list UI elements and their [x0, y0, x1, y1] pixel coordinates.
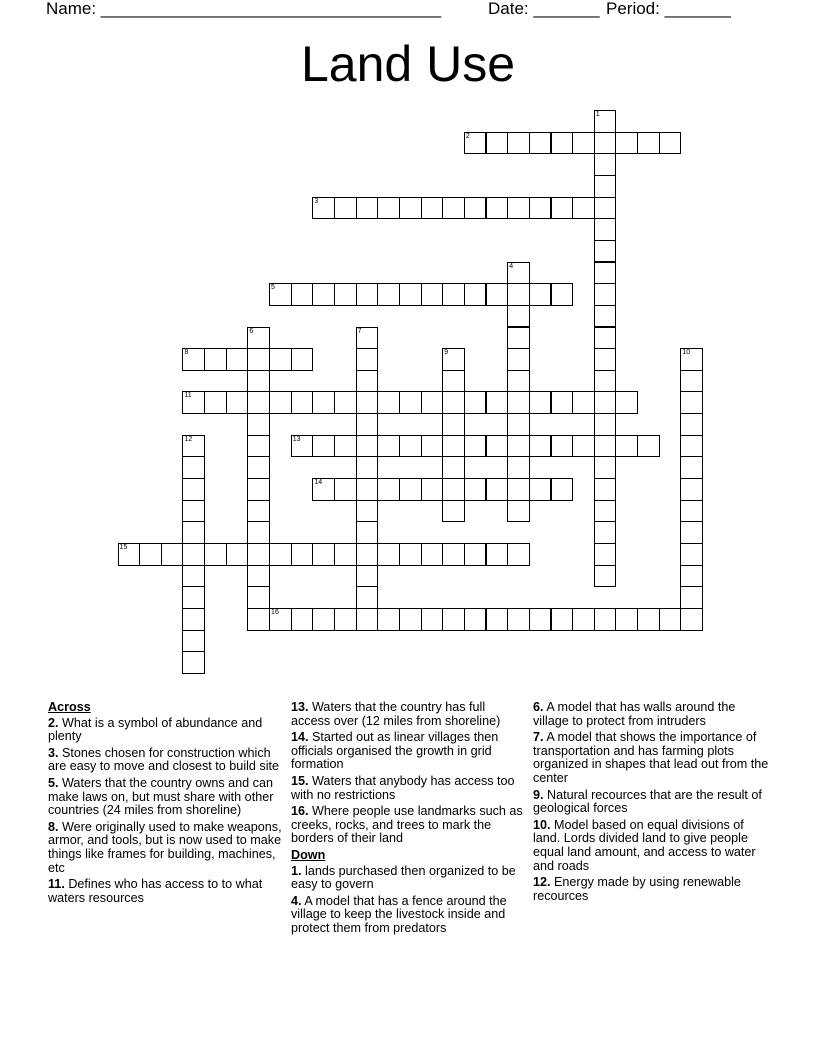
crossword-cell[interactable] — [594, 175, 617, 198]
crossword-cell[interactable] — [464, 132, 487, 155]
crossword-cell[interactable] — [529, 132, 552, 155]
crossword-cell[interactable] — [421, 197, 444, 220]
crossword-cell[interactable] — [680, 543, 703, 566]
crossword-cell[interactable] — [312, 435, 335, 458]
crossword-cell[interactable] — [182, 521, 205, 544]
crossword-cell[interactable] — [486, 608, 509, 631]
crossword-cell[interactable] — [118, 543, 141, 566]
page-title: Land Use — [300, 36, 516, 92]
crossword-cell[interactable] — [377, 608, 400, 631]
across-clue — [48, 821, 284, 875]
crossword-cell[interactable] — [247, 327, 270, 350]
across-clue — [48, 777, 284, 818]
across-clue — [291, 731, 527, 772]
crossword-cell[interactable] — [139, 543, 162, 566]
clue-number-label: 15 — [119, 544, 128, 551]
crossword-cell[interactable] — [615, 391, 638, 414]
crossword-cell[interactable] — [486, 391, 509, 414]
across-clue — [48, 878, 284, 905]
crossword-cell[interactable] — [377, 435, 400, 458]
crossword-cell[interactable] — [377, 391, 400, 414]
crossword-cell[interactable] — [312, 543, 335, 566]
crossword-cell[interactable] — [421, 283, 444, 306]
crossword-cell[interactable] — [680, 478, 703, 501]
clue-number-label: 14 — [314, 479, 323, 487]
clue-text: Where people use landmarks such as creeks, rocks, and trees to mark the borders of their land — [291, 804, 523, 846]
down-clue — [533, 701, 771, 728]
crossword-cell[interactable] — [334, 478, 357, 501]
clue-number-label: 12 — [184, 435, 193, 443]
clue-text: Were originally used to make weapons, armor, and tools, but is now used to make things like frames for building, machines, etc — [48, 819, 282, 875]
crossword-cell[interactable] — [486, 132, 509, 155]
clue-number-label: 7 — [357, 327, 362, 335]
crossword-cell[interactable] — [356, 565, 379, 588]
crossword-cell[interactable] — [247, 521, 270, 544]
crossword-cell[interactable] — [594, 218, 617, 241]
crossword-cell[interactable] — [399, 435, 422, 458]
crossword-cell[interactable] — [269, 348, 292, 371]
crossword-cell[interactable] — [247, 478, 270, 501]
clue-text: What is a symbol of abundance and plenty — [48, 715, 263, 744]
crossword-cell[interactable] — [247, 500, 270, 523]
crossword-cell[interactable] — [551, 608, 574, 631]
down-clue — [533, 819, 771, 873]
down-clue — [533, 876, 771, 903]
crossword-cell[interactable] — [680, 413, 703, 436]
crossword-cell[interactable] — [529, 608, 552, 631]
down-clue — [533, 789, 771, 816]
crossword-cell[interactable] — [594, 110, 617, 133]
clue-number: 9. — [533, 787, 544, 802]
crossword-cell[interactable] — [442, 478, 465, 501]
crossword-cell[interactable] — [442, 197, 465, 220]
crossword-cell[interactable] — [507, 348, 530, 371]
crossword-cell[interactable] — [507, 543, 530, 566]
crossword-cell[interactable] — [464, 197, 487, 220]
down-clue — [291, 865, 527, 892]
crossword-cell[interactable] — [269, 391, 292, 414]
clue-text: Started out as linear villages then officials organised the growth in grid formation — [291, 730, 499, 772]
crossword-cell[interactable] — [182, 435, 205, 458]
crossword-cell[interactable] — [637, 435, 660, 458]
crossword-cell[interactable] — [226, 348, 249, 371]
crossword-cell[interactable] — [680, 521, 703, 544]
crossword-cell[interactable] — [182, 651, 205, 674]
clue-number: 4. — [291, 893, 302, 908]
crossword-cell[interactable] — [399, 478, 422, 501]
crossword-cell[interactable] — [680, 565, 703, 588]
crossword-cell[interactable] — [442, 348, 465, 371]
crossword-cell[interactable] — [356, 478, 379, 501]
crossword-cell[interactable] — [291, 348, 314, 371]
clue-number: 10. — [533, 817, 551, 832]
crossword-cell[interactable] — [594, 456, 617, 479]
crossword-cell[interactable] — [442, 413, 465, 436]
crossword-cell[interactable] — [399, 608, 422, 631]
crossword-cell[interactable] — [356, 500, 379, 523]
crossword-cell[interactable] — [659, 608, 682, 631]
clue-text: A model that has a fence around the village to keep the livestock inside and protect them from predators — [291, 893, 507, 935]
crossword-cell[interactable] — [269, 543, 292, 566]
crossword-cell[interactable] — [680, 370, 703, 393]
down-clue — [291, 895, 527, 936]
across-clue — [291, 805, 527, 846]
crossword-cell[interactable] — [291, 283, 314, 306]
crossword-cell[interactable] — [356, 543, 379, 566]
crossword-cell[interactable] — [594, 608, 617, 631]
crossword-cell[interactable] — [551, 478, 574, 501]
clue-text: Stones chosen for construction which are easy to move and closest to build site — [48, 745, 280, 774]
crossword-cell[interactable] — [421, 435, 444, 458]
crossword-cell[interactable] — [356, 391, 379, 414]
crossword-cell[interactable] — [182, 456, 205, 479]
crossword-cell[interactable] — [486, 283, 509, 306]
crossword-cell[interactable] — [464, 391, 487, 414]
across-clue — [48, 717, 284, 744]
crossword-cell[interactable] — [594, 478, 617, 501]
clue-number-label: 6 — [249, 327, 254, 335]
crossword-cell[interactable] — [356, 283, 379, 306]
clue-number: 15. — [291, 773, 309, 788]
crossword-cell[interactable] — [399, 543, 422, 566]
crossword-cell[interactable] — [247, 543, 270, 566]
clue-text: A model that has walls around the village to protect from intruders — [533, 700, 736, 728]
clue-number-label: 1 — [595, 111, 600, 118]
clues-column-1 — [48, 701, 284, 908]
crossword-cell[interactable] — [551, 197, 574, 220]
crossword-cell[interactable] — [312, 478, 335, 501]
clues-column-3 — [533, 701, 771, 906]
clue-text: Defines who has access to to what waters resources — [48, 877, 263, 905]
clue-number-label: 10 — [682, 349, 691, 357]
crossword-cell[interactable] — [615, 608, 638, 631]
crossword-cell[interactable] — [486, 197, 509, 220]
clue-number-label: 16 — [271, 608, 279, 616]
down-heading: Down — [291, 847, 326, 862]
clue-number: 16. — [291, 804, 309, 819]
crossword-cell[interactable] — [356, 197, 379, 220]
crossword-cell[interactable] — [594, 435, 617, 458]
crossword-cell[interactable] — [486, 543, 509, 566]
crossword-cell[interactable] — [551, 391, 574, 414]
crossword-cell[interactable] — [572, 435, 595, 458]
crossword-cell[interactable] — [291, 543, 314, 566]
crossword-cell[interactable] — [507, 132, 530, 155]
crossword-cell[interactable] — [507, 370, 530, 393]
crossword-cell[interactable] — [529, 197, 552, 220]
crossword-cell[interactable] — [334, 543, 357, 566]
crossword-cell[interactable] — [594, 327, 617, 350]
across-clue — [291, 701, 527, 728]
crossword-cell[interactable] — [551, 283, 574, 306]
name-field[interactable]: Name: ____________________________________ — [46, 0, 442, 18]
crossword-cell[interactable] — [594, 413, 617, 436]
crossword-cell[interactable] — [680, 391, 703, 414]
crossword-cell[interactable] — [594, 153, 617, 176]
date-field[interactable]: Date: _______ — [488, 0, 600, 18]
crossword-cell[interactable] — [334, 391, 357, 414]
crossword-cell[interactable] — [182, 543, 205, 566]
crossword-cell[interactable] — [572, 197, 595, 220]
crossword-cell[interactable] — [312, 197, 335, 220]
clue-text: Model based on equal divisions of land. Lords divided land to give people equal land amount, and access to water and roads — [533, 817, 756, 873]
crossword-cell[interactable] — [507, 413, 530, 436]
across-clue — [48, 747, 284, 774]
clue-number-label: 13 — [292, 435, 301, 443]
crossword-cell[interactable] — [680, 586, 703, 609]
crossword-cell[interactable] — [637, 132, 660, 155]
crossword-cell[interactable] — [507, 327, 530, 350]
clue-number: 5. — [48, 775, 59, 790]
crossword-cell[interactable] — [377, 283, 400, 306]
crossword-cell[interactable] — [594, 370, 617, 393]
crossword-cell[interactable] — [291, 435, 314, 458]
crossword-cell[interactable] — [442, 456, 465, 479]
crossword-cell[interactable] — [680, 456, 703, 479]
crossword-cell[interactable] — [680, 608, 703, 631]
crossword-cell[interactable] — [269, 283, 292, 306]
crossword-cell[interactable] — [551, 435, 574, 458]
crossword-cell[interactable] — [247, 348, 270, 371]
clue-number-label: 4 — [509, 262, 514, 270]
crossword-cell[interactable] — [247, 391, 270, 414]
clue-number: 8. — [48, 819, 59, 834]
crossword-cell[interactable] — [247, 586, 270, 609]
crossword-cell[interactable] — [334, 435, 357, 458]
crossword-cell[interactable] — [421, 543, 444, 566]
crossword-cell[interactable] — [529, 478, 552, 501]
clue-text: Waters that the country owns and can make laws on, but must share with other countries (24 miles from shoreline) — [48, 775, 274, 818]
clue-number: 3. — [48, 745, 59, 760]
clue-number: 14. — [291, 730, 309, 745]
clue-text: lands purchased then organized to be easy to govern — [291, 863, 516, 892]
clue-number: 7. — [533, 730, 544, 745]
crossword-cell[interactable] — [551, 132, 574, 155]
clue-number: 1. — [291, 863, 302, 878]
crossword-cell[interactable] — [204, 348, 227, 371]
crossword-cell[interactable] — [182, 391, 205, 414]
clue-text: Waters that the country has full access over (12 miles from shoreline) — [291, 700, 501, 728]
clue-text: A model that shows the importance of transportation and has farming plots organized in shapes that lead out from the center — [533, 730, 769, 785]
crossword-cell[interactable] — [507, 305, 530, 328]
crossword-cell[interactable] — [356, 370, 379, 393]
crossword-cell[interactable] — [594, 348, 617, 371]
crossword-cell[interactable] — [615, 132, 638, 155]
crossword-cell[interactable] — [507, 197, 530, 220]
crossword-cell[interactable] — [507, 608, 530, 631]
clue-text: Waters that anybody has access too with no restrictions — [291, 773, 515, 802]
crossword-cell[interactable] — [226, 543, 249, 566]
crossword-cell[interactable] — [356, 608, 379, 631]
clue-number: 6. — [533, 700, 544, 714]
crossword-cell[interactable] — [615, 435, 638, 458]
crossword-cell[interactable] — [464, 435, 487, 458]
crossword-cell[interactable] — [334, 283, 357, 306]
crossword-cell[interactable] — [291, 608, 314, 631]
crossword-cell[interactable] — [377, 478, 400, 501]
crossword-cell[interactable] — [442, 435, 465, 458]
crossword-cell[interactable] — [247, 370, 270, 393]
crossword-cell[interactable] — [312, 283, 335, 306]
crossword-cell[interactable] — [507, 500, 530, 523]
crossword-cell[interactable] — [594, 500, 617, 523]
crossword-cell[interactable] — [594, 543, 617, 566]
crossword-cell[interactable] — [442, 543, 465, 566]
crossword-cell[interactable] — [356, 413, 379, 436]
clue-number-label: 3 — [314, 197, 319, 205]
crossword-cell[interactable] — [637, 608, 660, 631]
crossword-cell[interactable] — [680, 500, 703, 523]
crossword-cell[interactable] — [291, 391, 314, 414]
crossword-cell[interactable] — [399, 391, 422, 414]
crossword-cell[interactable] — [182, 586, 205, 609]
crossword-cell[interactable] — [659, 132, 682, 155]
crossword-cell[interactable] — [421, 391, 444, 414]
clue-number-label: 11 — [184, 392, 192, 400]
crossword-cell[interactable] — [182, 565, 205, 588]
crossword-cell[interactable] — [356, 348, 379, 371]
crossword-cell[interactable] — [442, 608, 465, 631]
crossword-cell[interactable] — [486, 478, 509, 501]
crossword-cell[interactable] — [247, 435, 270, 458]
crossword-cell[interactable] — [529, 391, 552, 414]
crossword-cell[interactable] — [182, 478, 205, 501]
crossword-cell[interactable] — [594, 197, 617, 220]
period-field[interactable]: Period: _______ — [606, 0, 731, 18]
crossword-cell[interactable] — [464, 608, 487, 631]
crossword-cell[interactable] — [507, 478, 530, 501]
crossword-cell[interactable] — [182, 608, 205, 631]
clue-number-label: 9 — [444, 349, 449, 357]
crossword-cell[interactable] — [594, 132, 617, 155]
crossword-cell[interactable] — [442, 283, 465, 306]
crossword-cell[interactable] — [399, 197, 422, 220]
crossword-cell[interactable] — [356, 435, 379, 458]
crossword-cell[interactable] — [507, 283, 530, 306]
clue-number: 12. — [533, 875, 551, 890]
crossword-cell[interactable] — [486, 435, 509, 458]
crossword-cell[interactable] — [594, 565, 617, 588]
crossword-cell[interactable] — [594, 521, 617, 544]
crossword-cell[interactable] — [182, 500, 205, 523]
crossword-cell[interactable] — [442, 500, 465, 523]
crossword-cell[interactable] — [204, 543, 227, 566]
crossword-cell[interactable] — [507, 456, 530, 479]
crossword-cell[interactable] — [572, 608, 595, 631]
crossword-cell[interactable] — [572, 132, 595, 155]
clues-column-2 — [291, 701, 527, 939]
crossword-cell[interactable] — [594, 305, 617, 328]
crossword-cell[interactable] — [334, 608, 357, 631]
crossword-cell[interactable] — [594, 391, 617, 414]
clue-text: Energy made by using renewable recources — [533, 875, 741, 903]
crossword-cell[interactable] — [421, 608, 444, 631]
crossword-cell[interactable] — [247, 413, 270, 436]
across-clue — [291, 775, 527, 802]
crossword-cell[interactable] — [377, 543, 400, 566]
crossword-cell[interactable] — [356, 521, 379, 544]
crossword-cell[interactable] — [161, 543, 184, 566]
crossword-cell[interactable] — [464, 478, 487, 501]
crossword-cell[interactable] — [529, 283, 552, 306]
crossword-cell[interactable] — [680, 435, 703, 458]
crossword-cell[interactable] — [334, 197, 357, 220]
crossword-cell[interactable] — [529, 435, 552, 458]
crossword-cell[interactable] — [269, 608, 292, 631]
crossword-cell[interactable] — [594, 283, 617, 306]
crossword-cell[interactable] — [312, 608, 335, 631]
crossword-cell[interactable] — [399, 283, 422, 306]
crossword-cell[interactable] — [507, 435, 530, 458]
clue-number-label: 8 — [184, 349, 189, 357]
down-clue — [533, 731, 771, 785]
crossword-cell[interactable] — [247, 565, 270, 588]
crossword-cell[interactable] — [312, 391, 335, 414]
crossword-cell[interactable] — [442, 370, 465, 393]
crossword-cell[interactable] — [182, 348, 205, 371]
crossword-cell[interactable] — [680, 348, 703, 371]
crossword-cell[interactable] — [594, 240, 617, 263]
crossword-cell[interactable] — [247, 608, 270, 631]
crossword-cell[interactable] — [442, 391, 465, 414]
clue-number: 11. — [48, 877, 65, 892]
crossword-cell[interactable] — [226, 391, 249, 414]
crossword-cell[interactable] — [377, 197, 400, 220]
clue-number-label: 2 — [465, 132, 470, 140]
crossword-cell[interactable] — [247, 456, 270, 479]
clue-text: Natural recources that are the result of geological forces — [533, 787, 762, 816]
clue-number: 13. — [291, 700, 309, 714]
crossword-cell[interactable] — [421, 478, 444, 501]
crossword-cell[interactable] — [507, 262, 530, 285]
crossword-cell[interactable] — [594, 262, 617, 285]
clue-number: 2. — [48, 715, 59, 730]
crossword-cell[interactable] — [464, 543, 487, 566]
crossword-cell[interactable] — [182, 630, 205, 653]
clue-number-label: 5 — [271, 284, 275, 292]
crossword-cell[interactable] — [507, 391, 530, 414]
crossword-cell[interactable] — [356, 586, 379, 609]
across-heading: Across — [48, 700, 91, 714]
crossword-cell[interactable] — [356, 327, 379, 350]
crossword-cell[interactable] — [204, 391, 227, 414]
crossword-cell[interactable] — [356, 456, 379, 479]
crossword-cell[interactable] — [464, 283, 487, 306]
crossword-cell[interactable] — [572, 391, 595, 414]
